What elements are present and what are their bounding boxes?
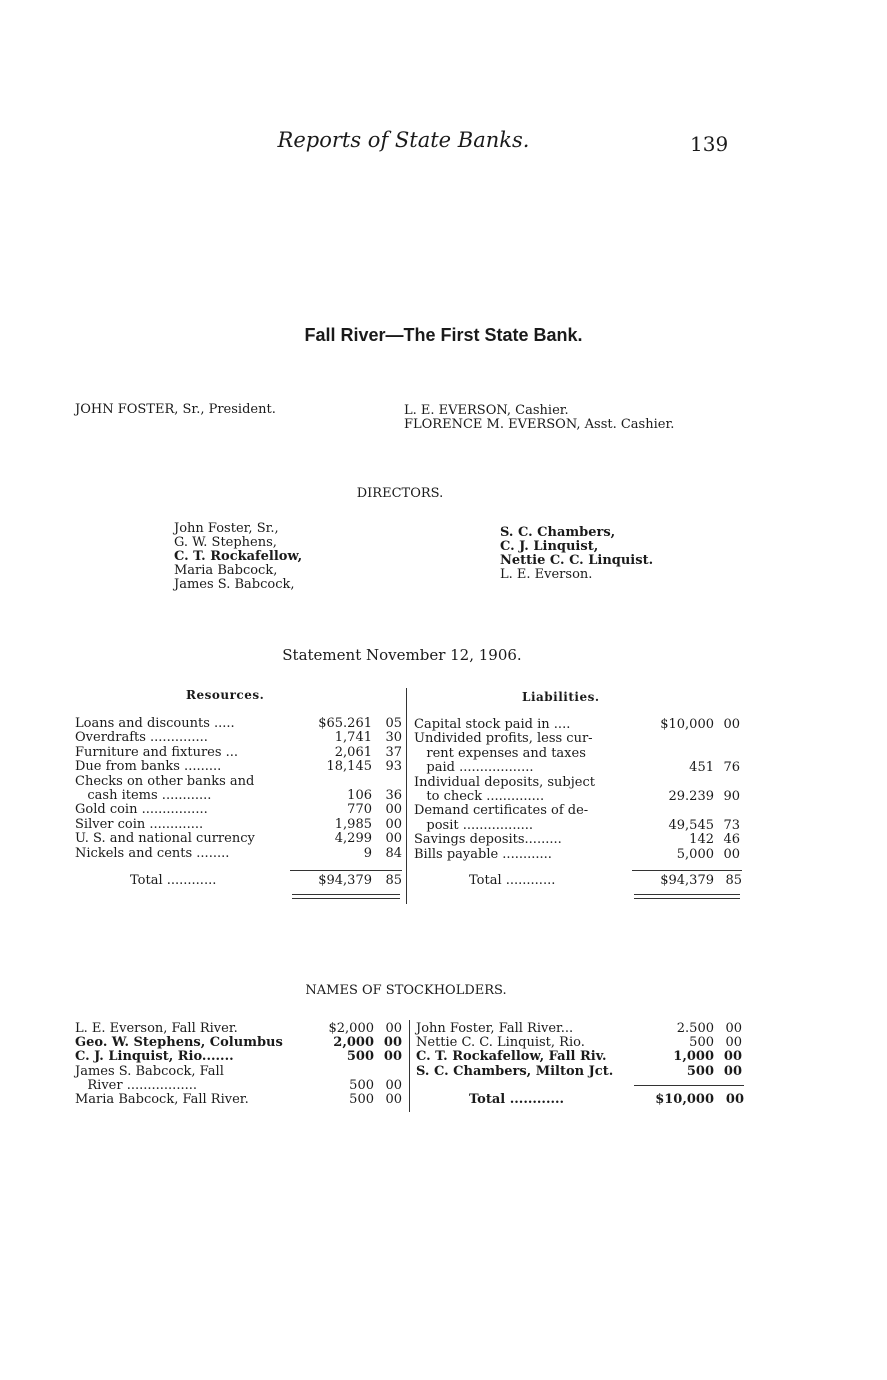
- running-header-title: [0, 128, 887, 152]
- stockholders-total-label: Total ............: [469, 1092, 565, 1107]
- resource-row-cents: 84: [385, 845, 402, 861]
- liabilities-total-double-rule: [634, 894, 740, 899]
- liability-row-dollars: 142: [689, 832, 714, 848]
- stockholder-row-cents: 00: [383, 1049, 402, 1065]
- stockholders-divider: [409, 1020, 410, 1112]
- stockholder-row-dollars: 500: [349, 1077, 374, 1093]
- liability-row-dollars: 5,000: [676, 846, 714, 862]
- resource-row-label: Furniture and fixtures ...: [75, 744, 239, 760]
- resources-total-label: Total ............: [130, 873, 217, 888]
- liability-row-label: rent expenses and taxes: [414, 745, 586, 761]
- stockholders-total-cents: 00: [725, 1092, 744, 1107]
- resource-row-dollars: 4,299: [334, 831, 372, 847]
- director-name: Nettie C. C. Linquist.: [500, 553, 654, 568]
- stockholder-row-cents: 00: [385, 1021, 402, 1036]
- resource-row-label: Due from banks .........: [75, 759, 222, 775]
- bank-title: Fall River—The First State Bank.: [304, 325, 583, 345]
- director-name: John Foster, Sr.,: [174, 521, 279, 536]
- stockholder-row-label: C. J. Linquist, Rio.......: [75, 1049, 234, 1065]
- directors-heading: DIRECTORS.: [356, 486, 444, 501]
- resources-total-dollars: $94,379: [318, 873, 372, 888]
- stockholder-row-label: S. C. Chambers, Milton Jct.: [416, 1063, 614, 1079]
- liability-row-dollars: 29.239: [668, 789, 714, 804]
- resource-row-dollars: $65.261: [318, 716, 372, 731]
- liabilities-total-cents: 85: [725, 873, 742, 888]
- liability-row-label: posit .................: [414, 817, 533, 833]
- stockholder-row-dollars: 2,000: [333, 1035, 374, 1051]
- resource-row-cents: 00: [385, 816, 402, 832]
- stockholders-heading: NAMES OF STOCKHOLDERS.: [305, 983, 507, 998]
- liability-row-label: Savings deposits.........: [414, 832, 562, 848]
- stockholder-row-label: John Foster, Fall River...: [416, 1021, 574, 1036]
- officers-right: [404, 404, 674, 432]
- directors-right-list: [500, 526, 653, 582]
- stockholder-row-cents: 00: [385, 1077, 402, 1093]
- liability-row-dollars: $10,000: [660, 717, 714, 732]
- stockholder-row-label: L. E. Everson, Fall River.: [75, 1021, 238, 1036]
- liabilities-total-label: Total ............: [469, 873, 556, 888]
- stockholder-row-label: Nettie C. C. Linquist, Rio.: [416, 1035, 585, 1051]
- liability-row-label: Undivided profits, less cur-: [414, 731, 593, 747]
- officer-asst-cashier: FLORENCE M. EVERSON, Asst. Cashier.: [404, 417, 675, 432]
- resource-row-label: Loans and discounts .....: [75, 716, 235, 731]
- liability-row-cents: 76: [723, 760, 740, 776]
- stockholder-row-label: James S. Babcock, Fall: [75, 1063, 224, 1079]
- resource-row-cents: 05: [385, 716, 402, 731]
- resource-row-label: Checks on other banks and: [75, 773, 255, 789]
- resource-row-cents: 00: [385, 831, 402, 847]
- stockholder-row-label: Maria Babcock, Fall River.: [75, 1092, 249, 1107]
- resources-heading: Resources.: [186, 688, 265, 702]
- stockholder-row-cents: 00: [725, 1035, 742, 1051]
- liability-row-label: to check ..............: [414, 789, 545, 804]
- stockholder-row-label: Geo. W. Stephens, Columbus: [75, 1035, 283, 1051]
- officers-left: [75, 403, 276, 417]
- stockholder-row-dollars: 2.500: [676, 1021, 714, 1036]
- resource-row-dollars: 1,985: [334, 816, 372, 832]
- director-name: L. E. Everson.: [500, 567, 593, 582]
- resource-row-label: U. S. and national currency: [75, 831, 255, 847]
- stockholder-row-label: River .................: [75, 1077, 197, 1093]
- resource-row-label: Gold coin ................: [75, 802, 208, 818]
- stockholder-row-dollars: 1,000: [673, 1049, 714, 1065]
- resource-row-cents: 30: [385, 730, 402, 746]
- director-name: S. C. Chambers,: [500, 525, 616, 540]
- liabilities-heading: Liabilities.: [522, 690, 600, 704]
- liability-row-label: Demand certificates of de-: [414, 803, 589, 819]
- liability-row-cents: 90: [723, 789, 740, 804]
- stockholders-total-rule: [634, 1085, 744, 1086]
- stockholder-row-cents: 00: [385, 1092, 402, 1107]
- resources-subtotal-rule: [290, 870, 402, 871]
- resource-row-dollars: 9: [363, 845, 372, 861]
- liability-row-cents: 00: [723, 717, 740, 732]
- officer-cashier: L. E. EVERSON, Cashier.: [404, 403, 569, 418]
- stockholder-row-dollars: $2,000: [328, 1021, 374, 1036]
- director-name: C. T. Rockafellow,: [174, 549, 303, 564]
- liability-row-label: Capital stock paid in ....: [414, 717, 571, 732]
- stockholder-row-cents: 00: [383, 1035, 402, 1051]
- liabilities-subtotal-rule: [632, 870, 742, 871]
- resource-row-dollars: 106: [347, 788, 372, 803]
- liabilities-total-dollars: $94,379: [660, 873, 714, 888]
- resource-row-cents: 37: [385, 744, 402, 760]
- stockholders-total-dollars: $10,000: [655, 1092, 714, 1107]
- running-header-text: Reports of State Banks.: [277, 128, 530, 152]
- stockholder-row-cents: 00: [723, 1049, 742, 1065]
- liability-row-label: paid ..................: [414, 760, 534, 776]
- resource-row-dollars: 2,061: [334, 744, 372, 760]
- resource-row-label: cash items ............: [75, 788, 212, 803]
- liability-row-cents: 73: [723, 817, 740, 833]
- stockholder-row-dollars: 500: [349, 1092, 374, 1107]
- resources-total-double-rule: [292, 894, 400, 899]
- resource-row-cents: 36: [385, 788, 402, 803]
- stockholder-row-cents: 00: [725, 1021, 742, 1036]
- statement-title: Statement November 12, 1906.: [282, 646, 522, 664]
- liability-row-dollars: 49,545: [668, 817, 714, 833]
- resources-total-cents: 85: [385, 873, 402, 888]
- resource-row-cents: 93: [385, 759, 402, 775]
- page-number: 139: [690, 132, 729, 156]
- director-name: C. J. Linquist,: [500, 539, 599, 554]
- director-name: Maria Babcock,: [174, 563, 278, 578]
- resource-row-label: Nickels and cents ........: [75, 845, 230, 861]
- liability-row-label: Bills payable ............: [414, 846, 552, 862]
- resource-row-cents: 00: [385, 802, 402, 818]
- liability-row-label: Individual deposits, subject: [414, 774, 595, 790]
- director-name: G. W. Stephens,: [174, 535, 277, 550]
- stockholder-row-dollars: 500: [689, 1035, 714, 1051]
- officer-president: JOHN FOSTER, Sr., President.: [75, 402, 276, 417]
- resource-row-dollars: 770: [347, 802, 372, 818]
- stockholder-row-dollars: 500: [686, 1063, 714, 1079]
- resource-row-dollars: 18,145: [326, 759, 372, 775]
- resource-row-label: Silver coin .............: [75, 816, 204, 832]
- stockholder-row-dollars: 500: [346, 1049, 374, 1065]
- director-name: James S. Babcock,: [174, 577, 295, 592]
- liability-row-cents: 00: [723, 846, 740, 862]
- stockholder-row-label: C. T. Rockafellow, Fall Riv.: [416, 1049, 607, 1065]
- directors-left-list: [174, 522, 302, 592]
- liability-row-dollars: 451: [689, 760, 714, 776]
- resource-row-dollars: 1,741: [334, 730, 372, 746]
- stockholder-row-cents: 00: [723, 1063, 742, 1079]
- liability-row-cents: 46: [723, 832, 740, 848]
- statement-divider: [406, 688, 407, 904]
- resource-row-label: Overdrafts ..............: [75, 730, 208, 746]
